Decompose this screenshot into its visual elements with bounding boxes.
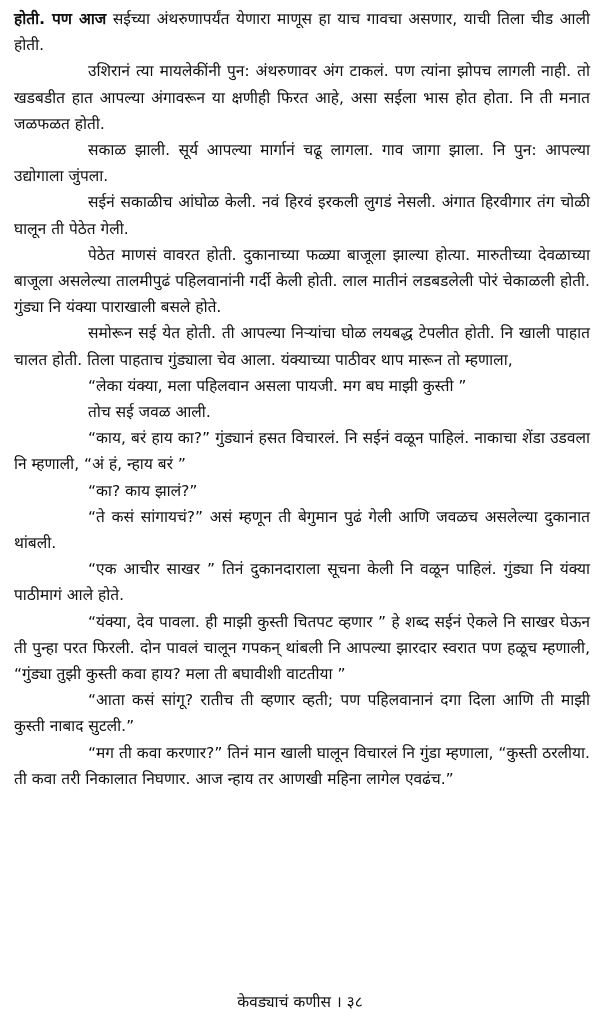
story-text: [14, 6, 590, 792]
paragraph-7: “लेका यंक्या, मला पहिलवान असला पायजी. मग बघ माझी कुस्ती ”: [88, 376, 467, 395]
paragraph-8: तोच सई जवळ आली.: [88, 403, 211, 422]
paragraph-9: “काय, बरं हाय का?” गुंड्यानं हसत विचारलं. नि सईनं वळून पाहिलं. नाकाचा शेंडा उडवला नि म्हणाली, “अं हं, न्हाय बरं ”: [14, 429, 590, 474]
paragraph-14: “आता कसं सांगू? रातीच ती व्हणार व्हती; पण पहिलवानानं दगा दिला आणि ती माझी कुस्ती नाबाद सुटली.”: [14, 691, 590, 736]
paragraph-13: “यंक्या, देव पावला. ही माझी कुस्ती चितपट व्हणार ” हे शब्द सईनं ऐकले नि साखर घेऊन ती पुन्हा परत फिरली. दोन पावलं चालून गपकन् थांबली नि आपल्या झारदार स्वरात पण हळूच म्हणाली, “गुंड्या तुझी कुस्ती कवा हाय? मला ती बघावीशी वाटतीया ”: [14, 612, 590, 684]
page-footer: केवड्याचं कणीस । ३८: [237, 993, 363, 1011]
page-body: [14, 6, 590, 792]
paragraph-5: पेठेत माणसं वावरत होती. दुकानाच्या फळ्या बाजूला झाल्या होत्या. मारुतीच्या देवळाच्या बाजूला असलेल्या तालमीपुढं पहिलवानांनी गर्दी केली होती. लाल मातीनं लडबडलेली पोरं चेकाळली होती. गुंड्या नि यंक्या पाराखाली बसले होते.: [14, 245, 590, 317]
paragraph-lead: होती. पण आज: [14, 10, 107, 28]
paragraph-11: “ते कसं सांगायचं?” असं म्हणून ती बेगुमान पुढं गेली आणि जवळच असलेल्या दुकानात थांबली.: [14, 507, 590, 553]
paragraph-1: [14, 6, 590, 58]
paragraph-12: “एक आचीर साखर ” तिनं दुकानदाराला सूचना केली नि वळून पाहिलं. गुंड्या नि यंक्या पाठीमागं आले होते.: [14, 560, 590, 605]
paragraph-10: “का? काय झालं?”: [88, 481, 198, 500]
paragraph-15: “मग ती कवा करणार?” तिनं मान खाली घालून विचारलं नि गुंडा म्हणाला, “कुस्ती ठरलीया. ती कवा तरी निकालात निघणार. आज न्हाय तर आणखी महिना लागेल एवढंच.”: [14, 743, 590, 788]
paragraph-4: सईनं सकाळीच आंघोळ केली. नवं हिरवं इरकली लुगडं नेसली. अंगात हिरवीगार तंग चोळी घालून ती पेठेत गेली.: [14, 193, 590, 238]
paragraph-2: उशिरानं त्या मायलेकींनी पुन: अंथरुणावर अंग टाकलं. पण त्यांना झोपच लागली नाही. तो खडबडीत हात आपल्या अंगावरून या क्षणीही फिरत आहे, असा सईला भास होत होता. नि ती मनात जळफळत होती.: [14, 62, 590, 133]
paragraph-text: सईच्या अंथरुणापर्यंत येणारा माणूस हा याच गावचा असणार, याची तिला चीड आली होती.: [14, 10, 590, 55]
paragraph-3: सकाळ झाली. सूर्य आपल्या मार्गानं चढू लागला. गाव जागा झाला. नि पुन: आपल्या उद्योगाला जुंपला.: [14, 141, 590, 186]
paragraph-6: समोरून सई येत होती. ती आपल्या निऱ्यांचा घोळ लयबद्ध टेपलीत होती. नि खाली पाहात चालत होती. तिला पाहताच गुंड्याला चेव आला. यंक्याच्या पाठीवर थाप मारून तो म्हणाला,: [14, 324, 590, 369]
